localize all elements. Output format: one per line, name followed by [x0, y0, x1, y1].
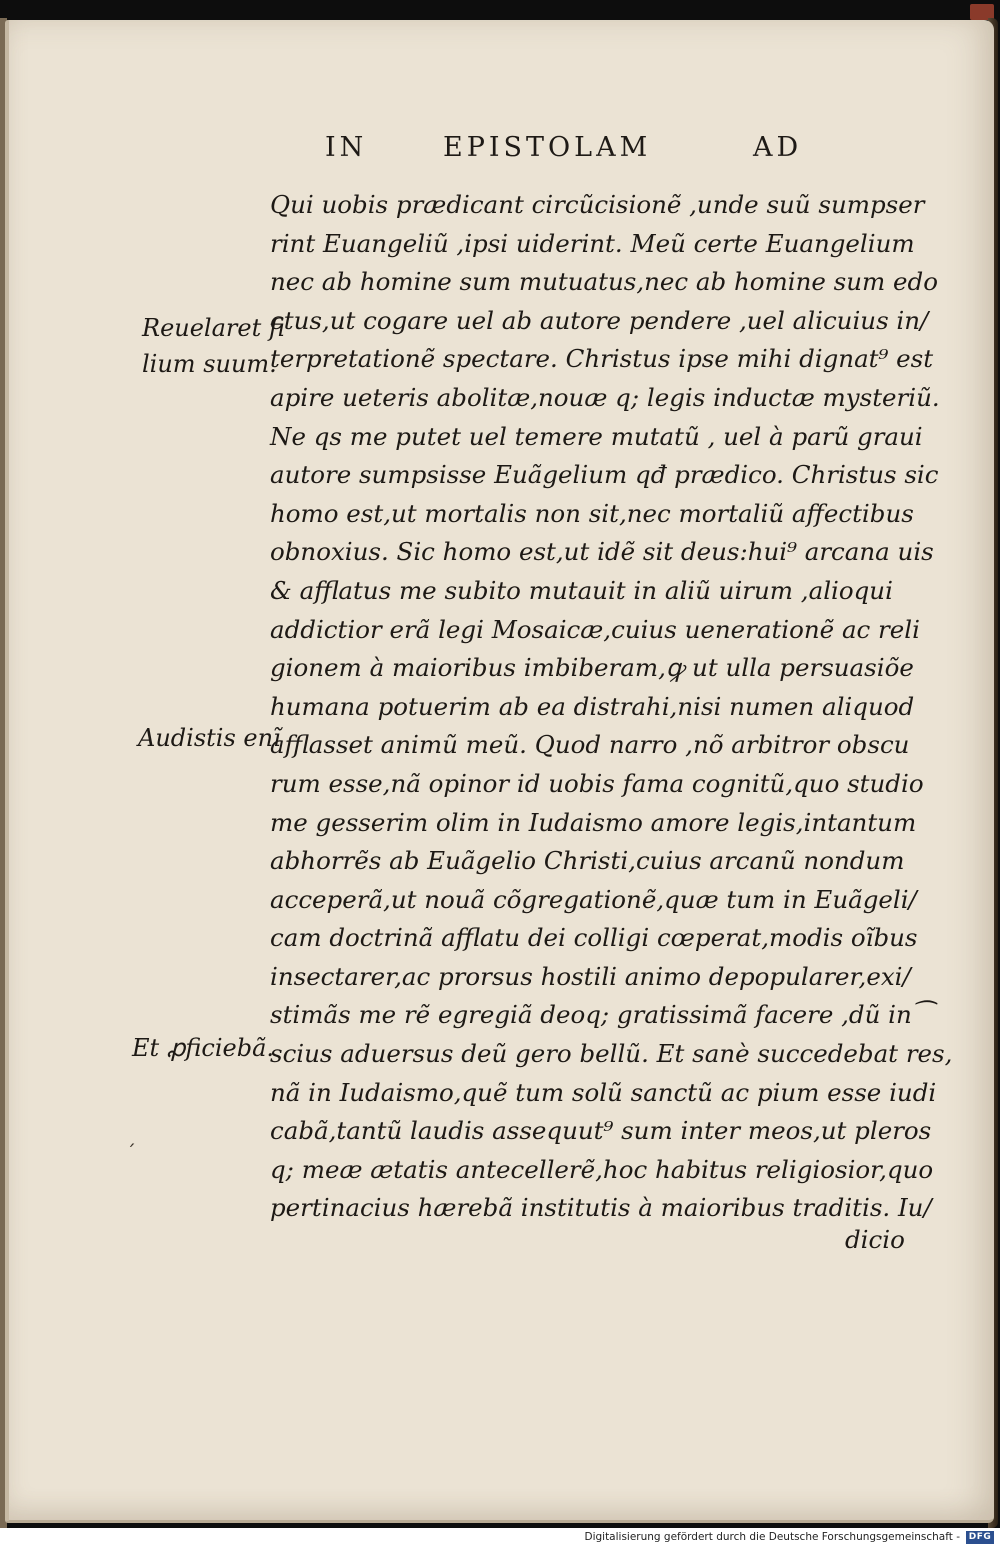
- text-line: pertinacius hærebã institutis à maioribus traditis. Iu/: [270, 1193, 932, 1223]
- text-line: Ne qs me putet uel temere mutatũ , uel à parũ graui: [270, 421, 923, 451]
- body-text: [270, 186, 953, 1228]
- text-line: afflasset animũ meũ. Quod narro ,nõ arbitror obscu: [270, 730, 910, 760]
- text-line: q; meæ ætatis antecellerẽ,hoc habitus religiosior,quo: [270, 1154, 934, 1184]
- funding-footer: [0, 1528, 1000, 1548]
- text-line: & afflatus me subito mutauit in aliũ uirum ,alioqui: [270, 575, 893, 605]
- text-line: acceperã,ut nouã cõgregationẽ,quæ tum in Euãgeli/: [270, 884, 917, 914]
- text-line: gionem à maioribus imbiberam,ꝙ ut ulla persuasiõe: [270, 653, 914, 683]
- marginal-note-line: Reuelaret fi: [142, 314, 285, 342]
- text-line: scius aduersus deũ gero bellũ. Et sanè succedebat res,: [270, 1039, 953, 1069]
- running-head-word: AD: [753, 132, 803, 163]
- text-line: ctus,ut cogare uel ab autore pendere ,uel alicuius in/: [270, 305, 929, 335]
- text-line: cam doctrinã afflatu dei colligi cœperat,modis oĩbus: [270, 923, 918, 953]
- funding-text: Digitalisierung gefördert durch die Deutsche Forschungsgemeinschaft -: [584, 1531, 960, 1543]
- text-line: rint Euangeliũ ,ipsi uiderint. Meũ certe Euangelium: [270, 228, 915, 258]
- running-head: [325, 132, 845, 168]
- text-line: stimãs me rẽ egregiã deoq; gratissimã facere ,dũ in⁀: [270, 1000, 932, 1030]
- marginal-note-audistis: Audistis enĩ: [138, 724, 281, 752]
- catchword: dicio: [845, 1225, 905, 1254]
- ink-mark: ˊ: [126, 1140, 136, 1164]
- text-line: rum esse,nã opinor id uobis fama cognitũ,quo studio: [270, 768, 924, 798]
- text-line: nã in Iudaismo,quẽ tum solũ sanctũ ac pium esse iudi: [270, 1077, 937, 1107]
- text-line: abhorrẽs ab Euãgelio Christi,cuius arcanũ nondum: [270, 846, 905, 876]
- marginal-note-reuelaret: [142, 310, 285, 382]
- text-line: obnoxius. Sic homo est,ut idẽ sit deus:hui⁹ arcana uis: [270, 537, 934, 567]
- text-line: nec ab homine sum mutuatus,nec ab homine sum edo: [270, 267, 938, 297]
- marginal-note-line: lium suum.: [142, 350, 277, 378]
- text-line: apire ueteris abolitæ,nouæ q; legis inductæ mysteriũ.: [270, 382, 940, 412]
- text-line: terpretationẽ spectare. Christus ipse mihi dignat⁹ est: [270, 344, 934, 374]
- running-head-word: IN: [325, 132, 368, 163]
- text-line: cabã,tantũ laudis assequut⁹ sum inter meos,ut pleros: [270, 1116, 932, 1146]
- text-line: autore sumpsisse Euãgelium qđ prædico. Christus sic: [270, 460, 939, 490]
- text-line: addictior erã legi Mosaicæ,cuius uenerationẽ ac reli: [270, 614, 920, 644]
- text-line: homo est,ut mortalis non sit,nec mortaliũ affectibus: [270, 498, 914, 528]
- dfg-logo: DFG: [966, 1531, 994, 1544]
- text-line: me gesserim olim in Iudaismo amore legis,intantum: [270, 807, 917, 837]
- text-line: Qui uobis prædicant circũcisionẽ ,unde suũ sumpser: [270, 190, 925, 219]
- text-line: humana potuerim ab ea distrahi,nisi numen aliquod: [270, 691, 915, 721]
- text-line: insectarer,ac prorsus hostili animo depopularer,exi/: [270, 961, 911, 991]
- running-head-word: EPISTOLAM: [443, 132, 652, 163]
- marginal-note-proficiebam: Et ꝓficiebã.: [132, 1034, 275, 1062]
